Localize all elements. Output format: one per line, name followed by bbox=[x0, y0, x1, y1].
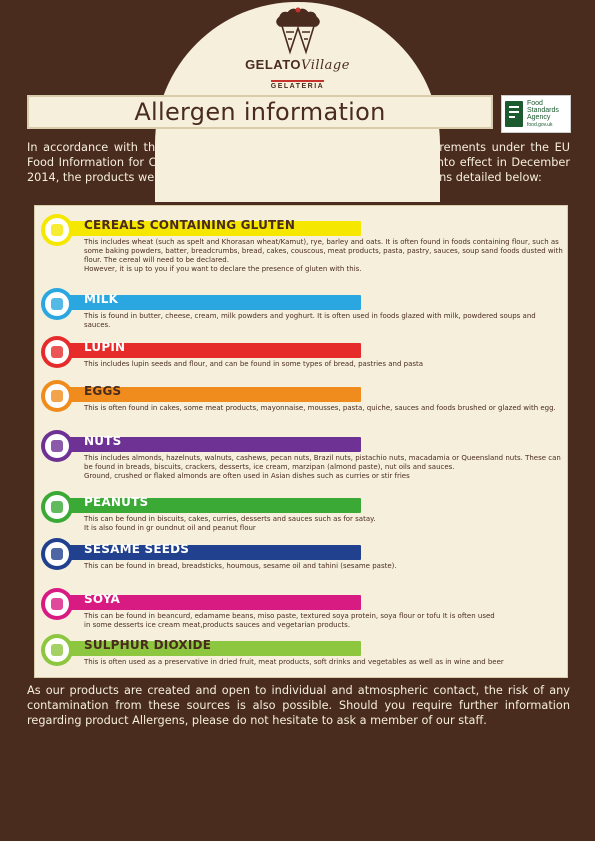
wine-bottle-icon bbox=[41, 634, 73, 666]
brand-logo bbox=[230, 6, 365, 92]
allergen-label: LUPIN bbox=[84, 340, 126, 354]
allergen-label: MILK bbox=[84, 292, 119, 306]
ice-cream-cones-icon bbox=[268, 6, 328, 58]
brand-name: GELATOVillage bbox=[245, 57, 350, 73]
allergen-description bbox=[84, 238, 564, 274]
fsa-line-3: Agency bbox=[527, 113, 551, 121]
allergen-description-text: This is often found in cakes, some meat products, mayonnaise, mousses, pasta, quiche, sauces and foods brushed or glazed with egg. bbox=[84, 404, 556, 412]
eggs-icon bbox=[41, 380, 73, 412]
allergen-description-text: This includes wheat (such as spelt and Khorasan wheat/Kamut), rye, barley and oats. It is often found in foods containing flour, such as some baking powders, batter, breadcrumbs, bread, cakes, couscous, meat products, pasta, pastry, sauces, soup sand foods dusted with flour. The cereal will need to be declared. bbox=[84, 238, 563, 264]
allergen-label: SOYA bbox=[84, 592, 121, 606]
allergen-description bbox=[84, 404, 564, 413]
allergen-note-text: It is also found in gr oundnut oil and peanut flour bbox=[84, 524, 256, 532]
allergen-note-text: in some desserts ice cream meat,products sauces and vegetarian products. bbox=[84, 621, 351, 629]
sesame-icon bbox=[41, 538, 73, 570]
allergen-label: EGGS bbox=[84, 384, 122, 398]
allergen-label: NUTS bbox=[84, 434, 122, 448]
allergen-note-text: However, it is up to you if you want to declare the presence of gluten with this. bbox=[84, 265, 362, 273]
allergen-panel bbox=[34, 205, 568, 678]
allergen-description bbox=[84, 312, 564, 330]
page-title: Allergen information bbox=[134, 98, 386, 126]
allergen-description bbox=[84, 658, 564, 667]
allergen-label: SESAME SEEDS bbox=[84, 542, 190, 556]
fsa-line-1: Food bbox=[527, 99, 543, 107]
allergen-description-text: This includes almonds, hazelnuts, walnuts, cashews, pecan nuts, Brazil nuts, pistachio nuts, macadamia or Queensland nuts. These can be found in breads, biscuits, crackers, desserts, ice cream, marzipan (almond paste), nut oils and sauces. bbox=[84, 454, 561, 471]
intro-paragraph: In accordance with the Food Allergen Labelling and Information Requirements under the EU Food Information for Consumer Regulations No. 1169/2011 that came into effect in December 2014, the products we produce and sell may contain some of the Allergens detailed below: bbox=[27, 141, 570, 184]
fsa-emblem-icon bbox=[504, 99, 524, 129]
brand-subtitle: GELATERIA bbox=[271, 80, 324, 90]
allergen-description-text: This can be found in biscuits, cakes, curries, desserts and sauces such as for satay. bbox=[84, 515, 376, 523]
allergen-description bbox=[84, 562, 564, 571]
fsa-line-2: Standards bbox=[527, 106, 559, 114]
allergen-description bbox=[84, 612, 564, 630]
allergen-description-text: This is found in butter, cheese, cream, milk powders and yoghurt. It is often used in foods glazed with milk, powdered soups and sauces. bbox=[84, 312, 536, 329]
allergen-description-text: This can be found in beancurd, edamame beans, miso paste, textured soya protein, soya flour or tofu It is often used bbox=[84, 612, 495, 620]
wheat-icon bbox=[41, 214, 73, 246]
food-standards-agency-logo bbox=[501, 95, 571, 133]
outro-paragraph: As our products are created and open to individual and atmospheric contact, the risk of any contamination from these sources is also possible. Should you require further information regarding product Allergens, please do not hesitate to ask a member of our staff. bbox=[27, 684, 570, 727]
allergen-label: PEANUTS bbox=[84, 495, 149, 509]
peanut-icon bbox=[41, 491, 73, 523]
allergen-description-text: This is often used as a preservative in dried fruit, meat products, soft drinks and vegetables as well as in wine and beer bbox=[84, 658, 504, 666]
lupin-icon bbox=[41, 336, 73, 368]
fsa-url: food.gov.uk bbox=[527, 121, 553, 128]
allergen-description-text: This can be found in bread, breadsticks, houmous, sesame oil and tahini (sesame paste). bbox=[84, 562, 397, 570]
allergen-description-text: This includes lupin seeds and flour, and can be found in some types of bread, pastries and pasta bbox=[84, 360, 424, 368]
allergen-label: CEREALS CONTAINING GLUTEN bbox=[84, 218, 296, 232]
nuts-icon bbox=[41, 430, 73, 462]
allergen-label: SULPHUR DIOXIDE bbox=[84, 638, 212, 652]
allergen-description bbox=[84, 515, 564, 533]
allergen-description bbox=[84, 454, 564, 481]
soya-icon bbox=[41, 588, 73, 620]
allergen-description bbox=[84, 360, 564, 369]
milk-icon bbox=[41, 288, 73, 320]
allergen-note-text: Ground, crushed or flaked almonds are often used in Asian dishes such as curries or stir fries bbox=[84, 472, 410, 480]
page-title-bar bbox=[27, 95, 493, 129]
